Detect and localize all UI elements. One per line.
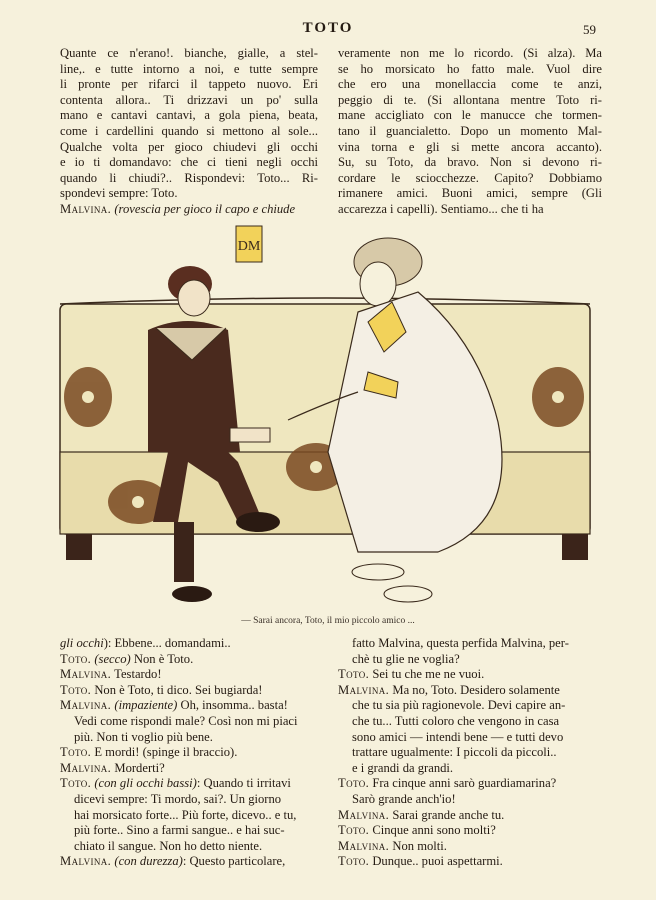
- text-line: mano e cantavi cantavi, a gola piena, beata,: [60, 108, 318, 123]
- dialogue-line: [60, 698, 322, 714]
- speaker-name: Malvina.: [60, 760, 112, 775]
- dialogue-text: Fra cinque anni sarò guardiamarina?: [369, 776, 557, 791]
- speaker-name: Toto.: [338, 823, 370, 838]
- dialogue-line: [60, 761, 322, 777]
- dialogue-line: [60, 652, 322, 668]
- dialogue-text: Ma no, Toto. Desidero solamente: [389, 682, 560, 697]
- dialogue-line: [338, 636, 602, 652]
- text-line: Quante ce n'erano!. bianche, gialle, a stel-: [60, 46, 318, 60]
- dialogue-line: [60, 714, 322, 730]
- speaker-name: Malvina.: [60, 201, 112, 216]
- text-line: line,. e tutte intorno a noi, e tutte sempre: [60, 61, 318, 76]
- dialogue-line: [338, 683, 602, 699]
- dialogue-text: Non molti.: [389, 838, 447, 853]
- speaker-name: Malvina.: [60, 698, 112, 713]
- page-number: 59: [583, 22, 596, 37]
- bottom-left-column: [60, 636, 322, 870]
- dialogue-text: Dunque.. puoi aspettarmi.: [369, 854, 503, 869]
- dialogue-text: hai morsicato forte... Più forte, dicevo.. e tu,: [74, 807, 297, 822]
- dialogue-text: Sarò grande anch'io!: [352, 791, 456, 806]
- dialogue-line: [338, 854, 602, 870]
- text-line: rimanere amici. Buoni amici, sempre (Gli: [338, 186, 602, 201]
- text-line: che ero una monellaccia come te anzi,: [338, 77, 602, 92]
- dialogue-line: [338, 730, 602, 746]
- speaker-name: Toto.: [60, 651, 92, 666]
- dialogue-text: che tu... Tutti coloro che vengono in casa: [352, 713, 560, 728]
- text-line: se ho morsicato ho fatto male. Vuol dire: [338, 61, 602, 76]
- text-line: vina torna e gli si mette ancora accanto).: [338, 139, 602, 154]
- dialogue-line: [338, 823, 602, 839]
- speaker-name: Malvina.: [338, 682, 390, 697]
- stage-direction: (secco): [94, 651, 131, 666]
- dialogue-line: [338, 714, 602, 730]
- dialogue-line: [338, 761, 602, 777]
- top-right-column: [338, 46, 602, 218]
- dialogue-line: [338, 667, 602, 683]
- illustration-caption: — Sarai ancora, Toto, il mio piccolo amico ...: [241, 616, 415, 626]
- dialogue-text: più forte.. Sino a farmi sangue.. e hai suc-: [74, 823, 285, 838]
- text-line: tano il guancialetto. Dopo un momento Mal-: [338, 123, 602, 138]
- speaker-name: Toto.: [338, 667, 370, 682]
- dialogue-text: Non è Toto, ti dico. Sei bugiarda!: [91, 682, 263, 697]
- dialogue-text: Non è Toto.: [130, 651, 194, 666]
- speaker-line: [60, 202, 318, 218]
- text-line: contenta allora.. Ti drizzavi un po' sulla: [60, 92, 318, 107]
- text-line: peggio di te. (Si allontana mentre Toto ri-: [338, 92, 602, 107]
- dialogue-text: E mordi! (spinge il braccio).: [91, 745, 238, 760]
- text-line: veramente non me lo ricordo. (Si alza). Ma: [338, 46, 602, 60]
- dialogue-text: Sarai grande anche tu.: [389, 807, 505, 822]
- dialogue-line: [338, 652, 602, 668]
- text-line: li pronte per rifarci il tappeto nuovo. Eri: [60, 77, 318, 92]
- text-line: e io ti domandavo: che ci tieni negli occhi: [60, 155, 318, 170]
- dialogue-line: [338, 745, 602, 761]
- stage-direction: (con durezza): [114, 854, 183, 869]
- dialogue-text: sono amici — intendi bene — e tutti devo: [352, 729, 564, 744]
- monogram-logo: [236, 226, 262, 262]
- dialogue-text: chè tu glie ne voglia?: [352, 651, 460, 666]
- stage-direction: (con gli occhi bassi): [94, 776, 197, 791]
- speaker-name: Toto.: [338, 854, 370, 869]
- speaker-name: Toto.: [60, 745, 92, 760]
- dialogue-text: e i grandi da grandi.: [352, 760, 454, 775]
- speaker-name: Malvina.: [338, 807, 390, 822]
- illustration-sofa-scene: [58, 222, 598, 614]
- speaker-name: Toto.: [338, 776, 370, 791]
- text-line: come i cardellini quando si mettono al sole...: [60, 123, 318, 138]
- dialogue-line: [60, 808, 322, 824]
- dialogue-text: : Questo particolare,: [182, 854, 286, 869]
- dialogue-line: [60, 823, 322, 839]
- dialogue-line: [60, 636, 322, 652]
- dialogue-line: [60, 745, 322, 761]
- dialogue-text: chiato il sangue. Non ho detto niente.: [74, 838, 263, 853]
- dialogue-line: [60, 683, 322, 699]
- dialogue-text: che tu sia più ragionevole. Devi capire an-: [352, 698, 566, 713]
- dialogue-line: [60, 667, 322, 683]
- stage-direction: (impaziente): [114, 698, 178, 713]
- dialogue-text: Testardo!: [111, 667, 162, 682]
- text-line: spondevi sempre: Toto.: [60, 186, 178, 201]
- dialogue-text: Cinque anni sono molti?: [369, 823, 496, 838]
- dialogue-text: più. Non ti voglio più bene.: [74, 729, 213, 744]
- dialogue-line: [338, 776, 602, 792]
- dialogue-line: [338, 808, 602, 824]
- speaker-name: Malvina.: [60, 854, 112, 869]
- dialogue-line: [60, 839, 322, 855]
- text-line: Qualche volta per gioco chiudevi gli occhi: [60, 139, 318, 154]
- speaker-name: Malvina.: [60, 667, 112, 682]
- stage-direction: (rovescia per gioco il capo e chiude: [111, 201, 296, 216]
- svg-text:DM: DM: [237, 239, 261, 254]
- text-line: cordare le sciocchezze. Capito? Dobbiamo: [338, 170, 602, 185]
- running-title: TOTO: [302, 20, 354, 36]
- dialogue-text: : Quando ti irritavi: [196, 776, 291, 791]
- dialogue-line: [60, 730, 322, 746]
- dialogue-text: trattare ugualmente: I piccoli da piccoli..: [352, 745, 557, 760]
- dialogue-line: [338, 839, 602, 855]
- text-line: mane accigliato con le manucce che tormen-: [338, 108, 602, 123]
- speaker-name: Malvina.: [338, 838, 390, 853]
- dialogue-text: dicevi sempre: Ti mordo, sai?. Un giorno: [74, 791, 282, 806]
- dialogue-text: fatto Malvina, questa perfida Malvina, per-: [352, 636, 569, 650]
- dialogue-line: [338, 792, 602, 808]
- dialogue-line: [60, 776, 322, 792]
- dialogue-line: [60, 792, 322, 808]
- stage-direction: gli occhi: [60, 636, 104, 650]
- text-line: accarezza i capelli). Sentiamo... che ti ha: [338, 201, 544, 216]
- dialogue-text: Morderti?: [111, 760, 165, 775]
- text-line: Su, su Toto, da bravo. Non si devono ri-: [338, 155, 602, 170]
- speaker-name: Toto.: [60, 776, 92, 791]
- speaker-name: Toto.: [60, 682, 92, 697]
- dialogue-text: Sei tu che me ne vuoi.: [369, 667, 485, 682]
- dialogue-text: Oh, insomma.. basta!: [177, 698, 288, 713]
- dialogue-text: Vedi come rispondi male? Così non mi piaci: [74, 713, 298, 728]
- bottom-right-column: [338, 636, 602, 870]
- dialogue-line: [338, 698, 602, 714]
- sofa: [60, 298, 590, 560]
- dialogue-text: ): Ebbene... domandami..: [103, 636, 231, 650]
- text-line: quando li chiudi?.. Rispondevi: Toto... Ri-: [60, 170, 318, 185]
- top-left-column: [60, 46, 318, 218]
- dialogue-line: [60, 854, 322, 870]
